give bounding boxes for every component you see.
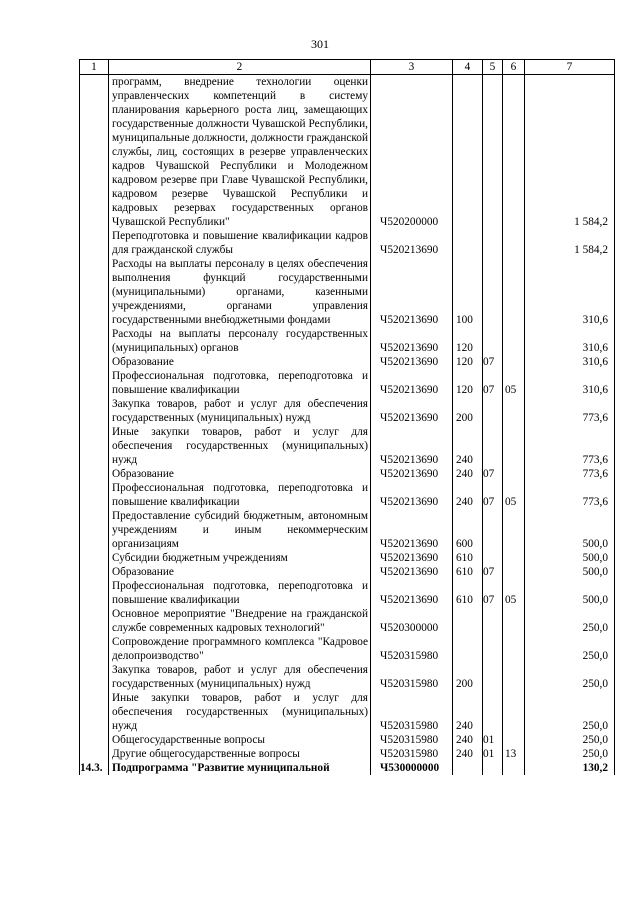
row-name: Сопровождение программного комплекса "Кадровое делопроизводство" [109, 635, 371, 663]
row-number [80, 425, 109, 467]
row-section [483, 607, 503, 635]
row-name: Субсидии бюджетным учреждениям [109, 551, 371, 565]
row-code: Ч520213690 [371, 369, 453, 397]
row-section [483, 75, 503, 230]
row-code: Ч520213690 [371, 509, 453, 551]
row-name: Общегосударственные вопросы [109, 733, 371, 747]
row-expense-type: 240 [453, 425, 483, 467]
row-sum: 310,6 [525, 369, 615, 397]
header-col-2: 2 [109, 60, 371, 75]
row-sum: 130,2 [525, 761, 615, 775]
row-subsection [503, 257, 525, 327]
page-number: 301 [311, 37, 329, 51]
table-row [80, 481, 615, 509]
table-row [80, 369, 615, 397]
row-section [483, 425, 503, 467]
row-subsection [503, 565, 525, 579]
table-row [80, 257, 615, 327]
row-number [80, 509, 109, 551]
table-row [80, 229, 615, 257]
row-sum: 500,0 [525, 579, 615, 607]
row-subsection [503, 355, 525, 369]
row-code: Ч520213690 [371, 565, 453, 579]
row-section: 07 [483, 369, 503, 397]
row-name: Другие общегосударственные вопросы [109, 747, 371, 761]
row-code: Ч530000000 [371, 761, 453, 775]
row-code: Ч520315980 [371, 663, 453, 691]
header-col-4: 4 [453, 60, 483, 75]
row-subsection [503, 663, 525, 691]
row-sum: 1 584,2 [525, 75, 615, 230]
row-code: Ч520213690 [371, 425, 453, 467]
row-sum: 773,6 [525, 425, 615, 467]
row-subsection: 05 [503, 481, 525, 509]
table-row [80, 425, 615, 467]
row-section [483, 257, 503, 327]
table-row [80, 761, 615, 775]
row-sum: 250,0 [525, 747, 615, 761]
row-code: Ч520213690 [371, 229, 453, 257]
row-expense-type [453, 635, 483, 663]
row-code: Ч520213690 [371, 579, 453, 607]
row-number [80, 551, 109, 565]
row-number [80, 579, 109, 607]
row-code: Ч520315980 [371, 747, 453, 761]
row-subsection: 13 [503, 747, 525, 761]
row-expense-type: 200 [453, 397, 483, 425]
row-subsection: 05 [503, 579, 525, 607]
row-section: 07 [483, 355, 503, 369]
row-section: 07 [483, 565, 503, 579]
row-subsection [503, 229, 525, 257]
row-expense-type: 610 [453, 565, 483, 579]
table-header-row [80, 60, 615, 75]
row-name: Иные закупки товаров, работ и услуг для обеспечения государственных (муниципальных) нужд [109, 691, 371, 733]
row-code: Ч520213690 [371, 397, 453, 425]
row-name: Предоставление субсидий бюджетным, автономным учреждениям и иным некоммерческим организациям [109, 509, 371, 551]
table-row [80, 607, 615, 635]
row-number [80, 733, 109, 747]
table-row [80, 747, 615, 761]
row-section: 01 [483, 733, 503, 747]
table-row [80, 355, 615, 369]
row-number [80, 663, 109, 691]
header-col-5: 5 [483, 60, 503, 75]
row-name: Профессиональная подготовка, переподготовка и повышение квалификации [109, 579, 371, 607]
row-name: Расходы на выплаты персоналу государственных (муниципальных) органов [109, 327, 371, 355]
row-expense-type: 240 [453, 691, 483, 733]
row-sum: 250,0 [525, 663, 615, 691]
row-name: Переподготовка и повышение квалификации кадров для гражданской службы [109, 229, 371, 257]
row-sum: 250,0 [525, 607, 615, 635]
row-sum: 310,6 [525, 355, 615, 369]
row-section [483, 635, 503, 663]
row-sum: 250,0 [525, 733, 615, 747]
row-name: Подпрограмма "Развитие муниципальной [109, 761, 371, 775]
row-code: Ч520315980 [371, 733, 453, 747]
row-number [80, 75, 109, 230]
table-row [80, 635, 615, 663]
row-expense-type: 200 [453, 663, 483, 691]
row-number [80, 355, 109, 369]
row-subsection [503, 635, 525, 663]
row-name: Основное мероприятие "Внедрение на гражданской службе современных кадровых технологий" [109, 607, 371, 635]
row-sum: 500,0 [525, 551, 615, 565]
table-row [80, 327, 615, 355]
row-subsection [503, 327, 525, 355]
header-col-6: 6 [503, 60, 525, 75]
row-number [80, 369, 109, 397]
table-row [80, 467, 615, 481]
row-subsection [503, 761, 525, 775]
row-section: 07 [483, 579, 503, 607]
row-subsection [503, 733, 525, 747]
row-number [80, 635, 109, 663]
row-section [483, 509, 503, 551]
row-section: 07 [483, 467, 503, 481]
row-number [80, 467, 109, 481]
row-expense-type: 100 [453, 257, 483, 327]
row-sum: 773,6 [525, 467, 615, 481]
row-number [80, 257, 109, 327]
table-row [80, 691, 615, 733]
table-row [80, 663, 615, 691]
table-row [80, 509, 615, 551]
row-name: Иные закупки товаров, работ и услуг для обеспечения государственных (муниципальных) нужд [109, 425, 371, 467]
row-code: Ч520315980 [371, 635, 453, 663]
row-sum: 250,0 [525, 635, 615, 663]
row-sum: 250,0 [525, 691, 615, 733]
row-sum: 500,0 [525, 565, 615, 579]
row-subsection [503, 467, 525, 481]
row-sum: 310,6 [525, 327, 615, 355]
row-name: Образование [109, 467, 371, 481]
row-code: Ч520200000 [371, 75, 453, 230]
row-code: Ч520213690 [371, 355, 453, 369]
row-code: Ч520213690 [371, 467, 453, 481]
row-section [483, 397, 503, 425]
row-expense-type: 120 [453, 327, 483, 355]
table-row [80, 733, 615, 747]
row-expense-type [453, 761, 483, 775]
table-row [80, 579, 615, 607]
header-col-3: 3 [371, 60, 453, 75]
row-code: Ч520300000 [371, 607, 453, 635]
row-name: Образование [109, 355, 371, 369]
header-col-1: 1 [80, 60, 109, 75]
row-subsection [503, 397, 525, 425]
row-expense-type: 610 [453, 579, 483, 607]
table-body [80, 75, 615, 776]
row-code: Ч520315980 [371, 691, 453, 733]
row-expense-type: 600 [453, 509, 483, 551]
row-section [483, 229, 503, 257]
row-number [80, 229, 109, 257]
row-section [483, 551, 503, 565]
row-code: Ч520213690 [371, 257, 453, 327]
row-section [483, 663, 503, 691]
row-expense-type: 240 [453, 733, 483, 747]
row-name: Образование [109, 565, 371, 579]
row-name: программ, внедрение технологии оценки управленческих компетенций в систему планирования карьерного роста лиц, замещающих государственные должности Чувашской Республики, муниципальные должности, должности гражданской службы, лиц, состоящих в резерве управленческих кадров Чувашской Республики и Молодежном кадровом резерве при Главе Чувашской Республики, кадровом резерве Чувашской Республики и кадровых резервах государственных органов Чувашской Республики" [109, 75, 371, 230]
row-sum: 1 584,2 [525, 229, 615, 257]
budget-table [79, 59, 615, 775]
row-subsection [503, 607, 525, 635]
row-expense-type: 240 [453, 747, 483, 761]
table-row [80, 397, 615, 425]
row-expense-type: 610 [453, 551, 483, 565]
row-subsection [503, 509, 525, 551]
row-number [80, 565, 109, 579]
row-name: Профессиональная подготовка, переподготовка и повышение квалификации [109, 369, 371, 397]
row-expense-type [453, 229, 483, 257]
row-subsection [503, 691, 525, 733]
row-expense-type [453, 607, 483, 635]
row-section [483, 761, 503, 775]
row-code: Ч520213690 [371, 327, 453, 355]
row-number [80, 747, 109, 761]
row-name: Закупка товаров, работ и услуг для обеспечения государственных (муниципальных) нужд [109, 663, 371, 691]
row-code: Ч520213690 [371, 481, 453, 509]
row-expense-type [453, 75, 483, 230]
row-sum: 773,6 [525, 397, 615, 425]
row-section [483, 691, 503, 733]
row-expense-type: 240 [453, 481, 483, 509]
row-subsection: 05 [503, 369, 525, 397]
row-code: Ч520213690 [371, 551, 453, 565]
row-subsection [503, 425, 525, 467]
row-number [80, 607, 109, 635]
row-number [80, 327, 109, 355]
row-number [80, 397, 109, 425]
row-subsection [503, 551, 525, 565]
table-row [80, 75, 615, 230]
row-number [80, 481, 109, 509]
row-section [483, 327, 503, 355]
row-number: 14.3. [80, 761, 109, 775]
header-col-7: 7 [525, 60, 615, 75]
row-sum: 310,6 [525, 257, 615, 327]
row-name: Закупка товаров, работ и услуг для обеспечения государственных (муниципальных) нужд [109, 397, 371, 425]
row-subsection [503, 75, 525, 230]
row-section: 07 [483, 481, 503, 509]
row-name: Профессиональная подготовка, переподготовка и повышение квалификации [109, 481, 371, 509]
row-name: Расходы на выплаты персоналу в целях обеспечения выполнения функций государственными (муниципальными) органами, казенными учреждениями, органами управления государственными внебюджетными фондами [109, 257, 371, 327]
row-sum: 500,0 [525, 509, 615, 551]
row-expense-type: 240 [453, 467, 483, 481]
table-row [80, 551, 615, 565]
table-row [80, 565, 615, 579]
row-expense-type: 120 [453, 355, 483, 369]
row-number [80, 691, 109, 733]
row-expense-type: 120 [453, 369, 483, 397]
row-section: 01 [483, 747, 503, 761]
row-sum: 773,6 [525, 481, 615, 509]
